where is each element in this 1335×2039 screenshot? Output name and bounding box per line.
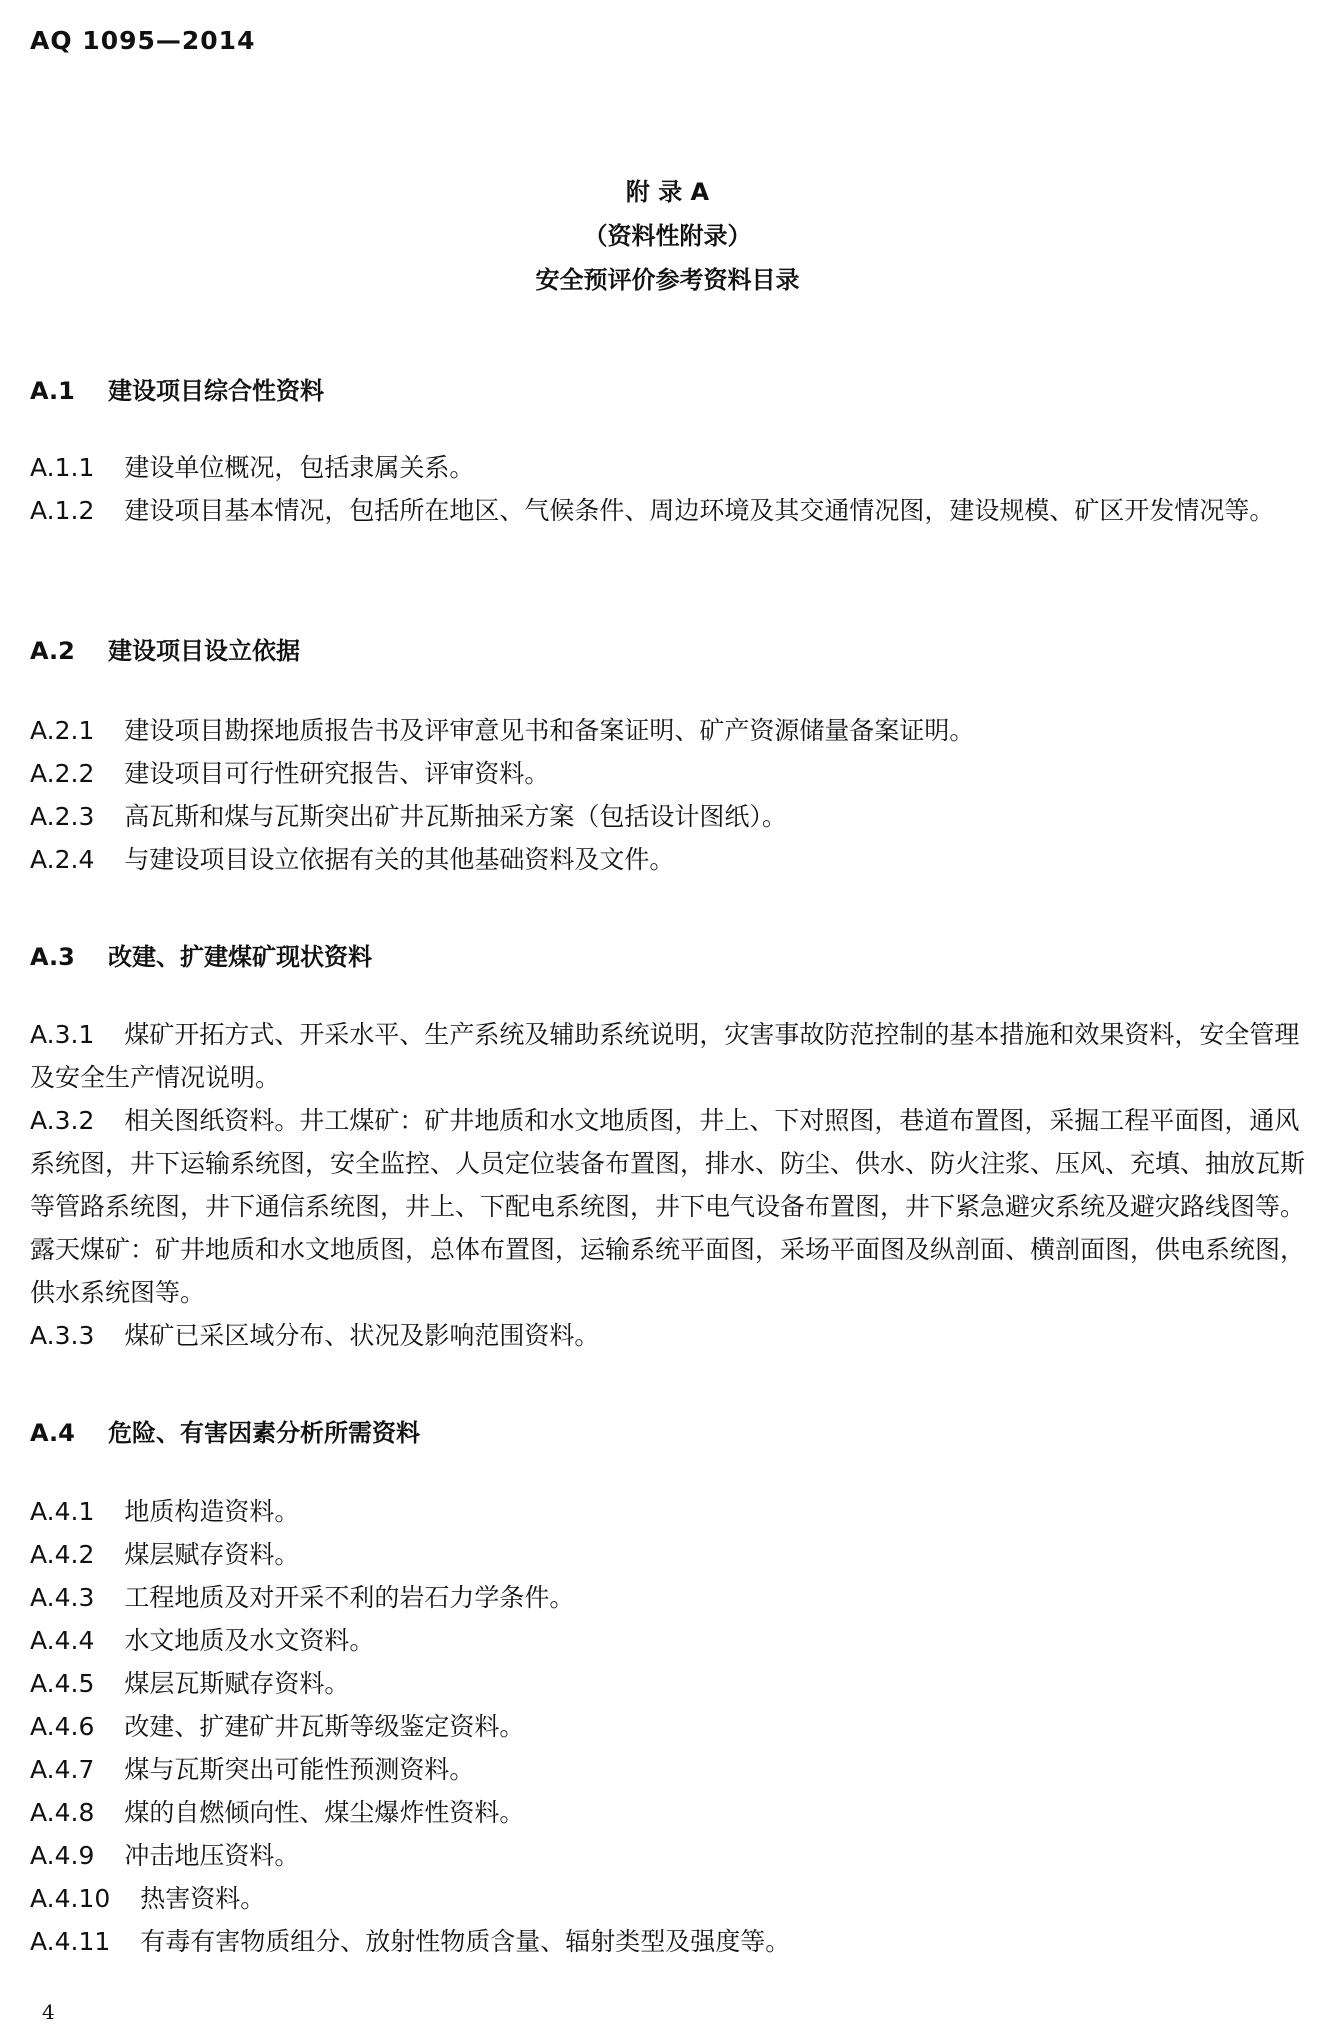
section-title: 危险、有害因素分析所需资料 <box>108 1419 420 1447</box>
list-item <box>30 1748 1310 1791</box>
item-text: 有毒有害物质组分、放射性物质含量、辐射类型及强度等。 <box>140 1927 791 1956</box>
appendix-subtitle: （资料性附录） <box>583 222 752 250</box>
list-item <box>30 489 1310 532</box>
section-heading <box>30 937 372 972</box>
section-number: A.1 <box>30 377 75 405</box>
item-number: A.3.2 <box>30 1106 95 1135</box>
list-item <box>30 795 1310 838</box>
list-item <box>30 1013 1310 1099</box>
item-number: A.1.2 <box>30 496 95 525</box>
item-number: A.4.11 <box>30 1927 111 1956</box>
appendix-title: 附 录 A <box>625 178 710 206</box>
appendix-heading: 安全预评价参考资料目录 <box>535 266 800 294</box>
list-item <box>30 1619 1310 1662</box>
section-heading <box>30 1413 420 1448</box>
section-heading <box>30 371 324 406</box>
item-number: A.4.5 <box>30 1669 95 1698</box>
list-item <box>30 1576 1310 1619</box>
item-text: 煤矿开拓方式、开采水平、生产系统及辅助系统说明，灾害事故防范控制的基本措施和效果资料，安全管理及安全生产情况说明。 <box>30 1020 1300 1092</box>
list-item <box>30 1662 1310 1705</box>
item-number: A.4.2 <box>30 1540 95 1569</box>
item-number: A.2.4 <box>30 845 95 874</box>
item-number: A.4.3 <box>30 1583 95 1612</box>
list-item <box>30 1533 1310 1576</box>
item-number: A.4.7 <box>30 1755 95 1784</box>
list-item <box>30 1834 1310 1877</box>
list-item <box>30 1705 1310 1748</box>
item-number: A.4.6 <box>30 1712 95 1741</box>
item-text: 高瓦斯和煤与瓦斯突出矿井瓦斯抽采方案（包括设计图纸）。 <box>124 802 787 831</box>
list-item <box>30 446 1310 489</box>
item-number: A.2.3 <box>30 802 95 831</box>
list-item <box>30 709 1310 752</box>
item-text: 煤与瓦斯突出可能性预测资料。 <box>124 1755 475 1784</box>
item-text: 地质构造资料。 <box>124 1497 300 1526</box>
section-number: A.3 <box>30 943 75 971</box>
list-item <box>30 838 1310 881</box>
item-text: 相关图纸资料。井工煤矿：矿井地质和水文地质图，井上、下对照图，巷道布置图，采掘工程平面图，通风系统图，井下运输系统图，安全监控、人员定位装备布置图，排水、防尘、供水、防火注浆、压风、充填、抽放瓦斯等管路系统图，井下通信系统图，井上、下配电系统图，井下电气设备布置图，井下紧急避灾系统及避灾路线图等。露天煤矿：矿井地质和水文地质图，总体布置图，运输系统平面图，采场平面图及纵剖面、横剖面图，供电系统图，供水系统图等。 <box>30 1106 1306 1307</box>
item-number: A.1.1 <box>30 453 95 482</box>
item-text: 建设项目基本情况，包括所在地区、气候条件、周边环境及其交通情况图，建设规模、矿区开发情况等。 <box>124 496 1275 525</box>
item-text: 与建设项目设立依据有关的其他基础资料及文件。 <box>124 845 675 874</box>
document-code-header: AQ 1095—2014 <box>30 26 256 55</box>
item-text: 煤的自燃倾向性、煤尘爆炸性资料。 <box>124 1798 525 1827</box>
item-text: 改建、扩建矿井瓦斯等级鉴定资料。 <box>124 1712 525 1741</box>
item-text: 建设项目勘探地质报告书及评审意见书和备案证明、矿产资源储量备案证明。 <box>124 716 975 745</box>
item-number: A.2.2 <box>30 759 95 788</box>
item-number: A.2.1 <box>30 716 95 745</box>
item-text: 建设项目可行性研究报告、评审资料。 <box>124 759 550 788</box>
item-number: A.4.1 <box>30 1497 95 1526</box>
section-number: A.4 <box>30 1419 75 1447</box>
list-item <box>30 1877 1310 1920</box>
section-title: 建设项目综合性资料 <box>108 377 324 405</box>
list-item <box>30 1490 1310 1533</box>
list-item <box>30 1314 1310 1357</box>
item-text: 建设单位概况，包括隶属关系。 <box>124 453 475 482</box>
item-number: A.4.10 <box>30 1884 111 1913</box>
list-item <box>30 1791 1310 1834</box>
item-number: A.4.4 <box>30 1626 95 1655</box>
section-heading <box>30 631 300 666</box>
section-title: 改建、扩建煤矿现状资料 <box>108 943 372 971</box>
item-text: 水文地质及水文资料。 <box>124 1626 375 1655</box>
item-text: 热害资料。 <box>140 1884 266 1913</box>
item-number: A.4.9 <box>30 1841 95 1870</box>
section-title: 建设项目设立依据 <box>108 637 300 665</box>
item-text: 煤层赋存资料。 <box>124 1540 300 1569</box>
item-number: A.4.8 <box>30 1798 95 1827</box>
list-item <box>30 1920 1310 1963</box>
item-number: A.3.3 <box>30 1321 95 1350</box>
page-number: 4 <box>42 2000 55 2024</box>
item-text: 工程地质及对开采不利的岩石力学条件。 <box>124 1583 575 1612</box>
item-text: 煤矿已采区域分布、状况及影响范围资料。 <box>124 1321 600 1350</box>
item-number: A.3.1 <box>30 1020 95 1049</box>
item-text: 煤层瓦斯赋存资料。 <box>124 1669 350 1698</box>
list-item <box>30 1099 1310 1314</box>
list-item <box>30 752 1310 795</box>
section-number: A.2 <box>30 637 75 665</box>
item-text: 冲击地压资料。 <box>124 1841 300 1870</box>
